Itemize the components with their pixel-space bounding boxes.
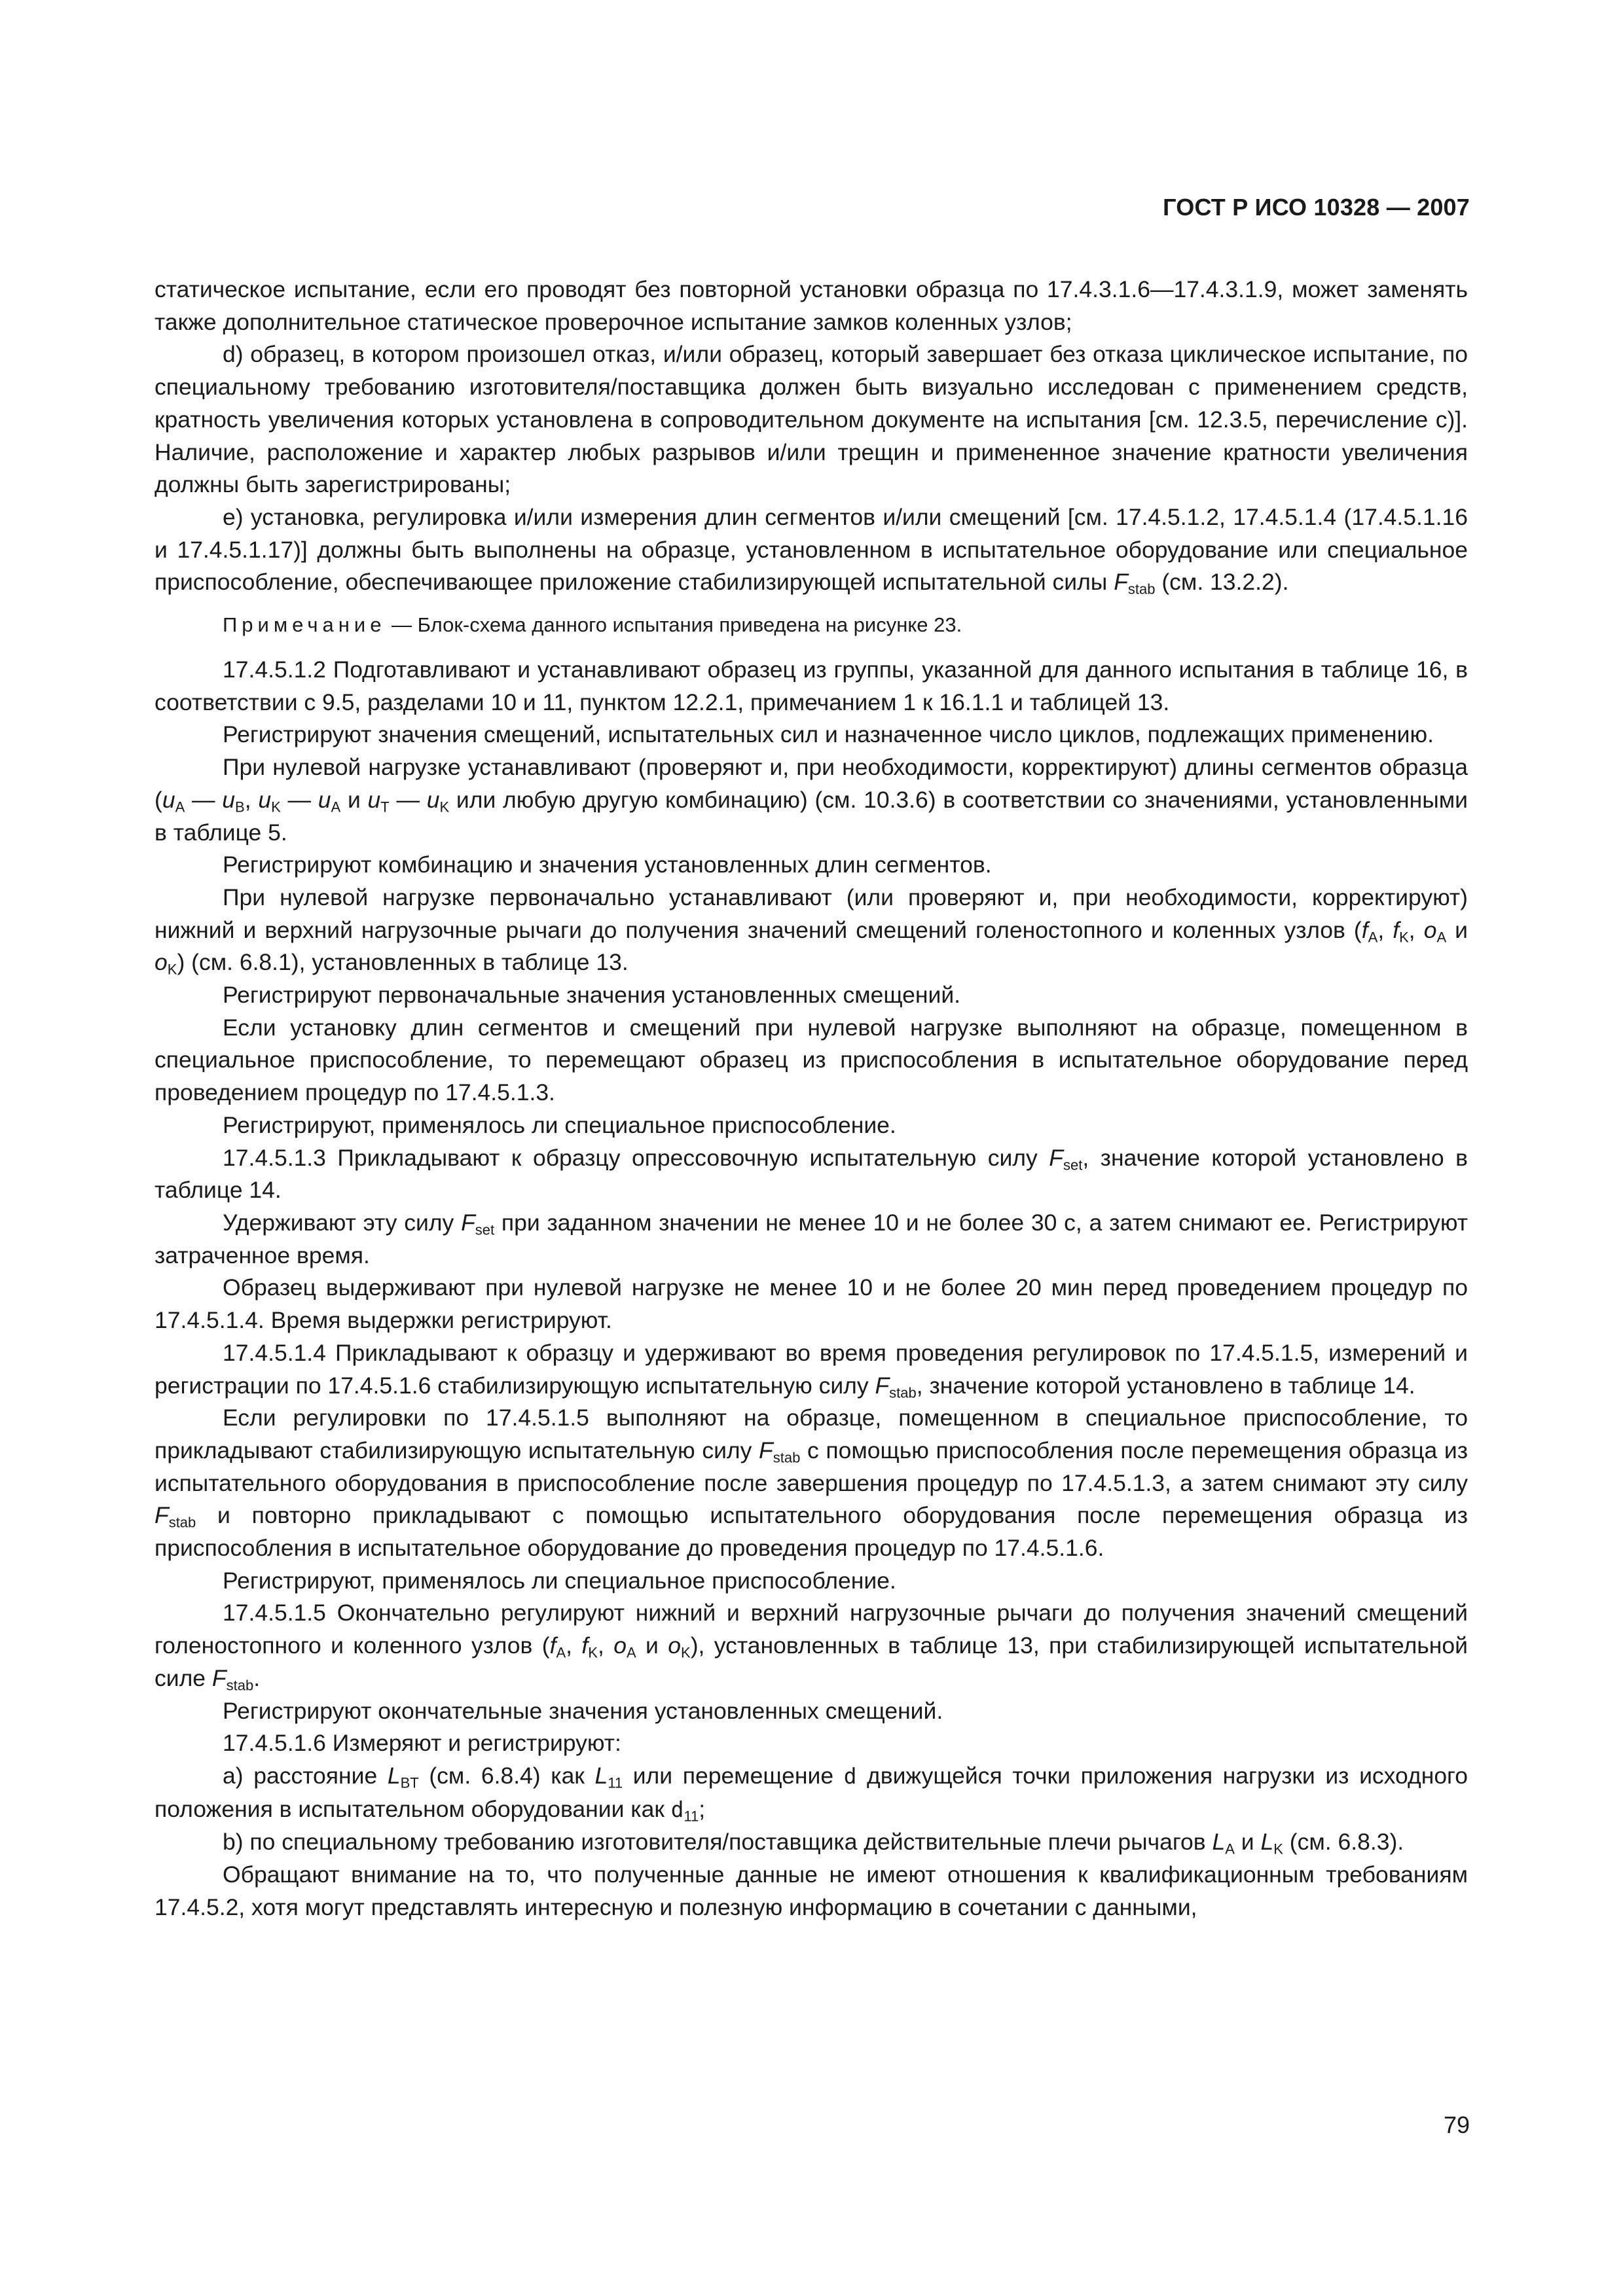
paragraph: 17.4.5.1.6 Измеряют и регистрируют: bbox=[223, 1730, 621, 1757]
paragraph: При нулевой нагрузке устанавливают (проверяют и, при необходимости, корректируют) длины сегментов образца ($u_A$ — $u_B$, $u_K$ — $u_A$ и $u_T$ — $u_K$ или любую другую комбинацию) (см. 10.3.6) в соответствии со значениями, установленными в таблице 5. bbox=[155, 754, 1468, 846]
note: Примечание — Блок-схема данного испытания приведена на рисунке 23. bbox=[223, 613, 962, 637]
paragraph: 17.4.5.1.4 Прикладывают к образцу и удерживают во время проведения регулировок по 17.4.5.1.5, измерений и регистрации по 17.4.5.1.6 стабилизирующую испытательную силу $F_{stab}$, значение которой установлено в таблице 14. bbox=[155, 1339, 1468, 1401]
paragraph: 17.4.5.1.3 Прикладывают к образцу опрессовочную испытательную силу $F_{set}$, значение которой установлено в таблице 14. bbox=[155, 1144, 1468, 1204]
paragraph: статическое испытание, если его проводят без повторной установки образца по 17.4.3.1.6—17.4.3.1.9, может заменять также дополнительное статическое проверочное испытание замков коленных узлов; bbox=[155, 276, 1468, 335]
page-number: 79 bbox=[1443, 2111, 1470, 2138]
paragraph: Регистрируют, применялось ли специальное приспособление. bbox=[223, 1567, 896, 1594]
paragraph: Регистрируют первоначальные значения установленных смещений. bbox=[223, 982, 961, 1009]
paragraph: Если установку длин сегментов и смещений при нулевой нагрузке выполняют на образце, помещенном в специальное приспособление, то перемещают образец из приспособления в испытательное оборудование перед проведением процедур по 17.4.5.1.3. bbox=[155, 1014, 1468, 1106]
paragraph: a) расстояние $L_{BT}$ (см. 6.8.4) как $L_{11}$ или перемещение d движущейся точки приложения нагрузки из исходного положения в испытательном оборудовании как $d_{11}$; bbox=[155, 1762, 1468, 1825]
body-text bbox=[155, 274, 1468, 1924]
paragraph: 17.4.5.1.5 Окончательно регулируют нижний и верхний нагрузочные рычаги до получения значений смещений голеностопного и коленного узлов ($f_A$, $f_K$, $o_A$ и $o_K$), установленных в таблице 13, при стабилизирующей испытательной силе $F_{stab}$. bbox=[155, 1600, 1468, 1694]
paragraph: b) по специальному требованию изготовителя/поставщика действительные плечи рычагов $L_A$ и $L_K$ (см. 6.8.3). bbox=[223, 1829, 1404, 1857]
paragraph: d) образец, в котором произошел отказ, и/или образец, который завершает без отказа циклическое испытание, по специальному требованию изготовителя/поставщика должен быть визуально исследован с применением средств, кратность увеличения которых установлена в сопроводительном документе на испытания [см. 12.3.5, перечисление с)]. Наличие, расположение и характер любых разрывов и/или трещин и примененное значение кратности увеличения должны быть зарегистрированы; bbox=[155, 341, 1468, 498]
paragraph: Образец выдерживают при нулевой нагрузке не менее 10 и не более 20 мин перед проведением процедур по 17.4.5.1.4. Время выдержки регистрируют. bbox=[155, 1274, 1468, 1334]
paragraph: Обращают внимание на то, что полученные данные не имеют отношения к квалификационным требованиям 17.4.5.2, хотя могут представлять интересную и полезную информацию в сочетании с данными, bbox=[155, 1861, 1468, 1920]
paragraph: е) установка, регулировка и/или измерения длин сегментов и/или смещений [см. 17.4.5.1.2, 17.4.5.1.4 (17.4.5.1.16 и 17.4.5.1.17)] должны быть выполнены на образце, установленном в испытательное оборудование или специальное приспособление, обеспечивающее приложение стабилизирующей испытательной силы $F_{stab}$ (см. 13.2.2). bbox=[155, 503, 1468, 598]
paragraph: Регистрируют значения смещений, испытательных сил и назначенное число циклов, подлежащих применению. bbox=[223, 721, 1434, 748]
paragraph: При нулевой нагрузке первоначально устанавливают (или проверяют и, при необходимости, корректируют) нижний и верхний нагрузочные рычаги до получения значений смещений голеностопного и коленных узлов ($f_A$, $f_K$, $o_A$ и $o_K$) (см. 6.8.1), установленных в таблице 13. bbox=[155, 884, 1468, 978]
paragraph: Если регулировки по 17.4.5.1.5 выполняют на образце, помещенном в специальное приспособление, то прикладывают стабилизирующую испытательную силу $F_{stab}$ с помощью приспособления после перемещения образца из испытательного оборудования в приспособление после завершения процедур по 17.4.5.1.3, а затем снимают эту силу $F_{stab}$ и повторно прикладывают с помощью испытательного оборудования после перемещения образца из приспособления в испытательное оборудование до проведения процедур по 17.4.5.1.6. bbox=[155, 1405, 1468, 1562]
paragraph: Регистрируют окончательные значения установленных смещений. bbox=[223, 1697, 943, 1724]
paragraph: 17.4.5.1.2 Подготавливают и устанавливают образец из группы, указанной для данного испытания в таблице 16, в соответствии с 9.5, разделами 10 и 11, пунктом 12.2.1, примечанием 1 к 16.1.1 и таблицей 13. bbox=[155, 656, 1468, 715]
paragraph: Регистрируют комбинацию и значения установленных длин сегментов. bbox=[223, 852, 992, 878]
document-header: ГОСТ Р ИСО 10328 — 2007 bbox=[1163, 194, 1470, 221]
paragraph: Регистрируют, применялось ли специальное приспособление. bbox=[223, 1111, 896, 1138]
paragraph: Удерживают эту силу $F_{set}$ при заданном значении не менее 10 и не более 30 с, а затем снимают ее. Регистрируют затраченное время. bbox=[155, 1209, 1468, 1268]
